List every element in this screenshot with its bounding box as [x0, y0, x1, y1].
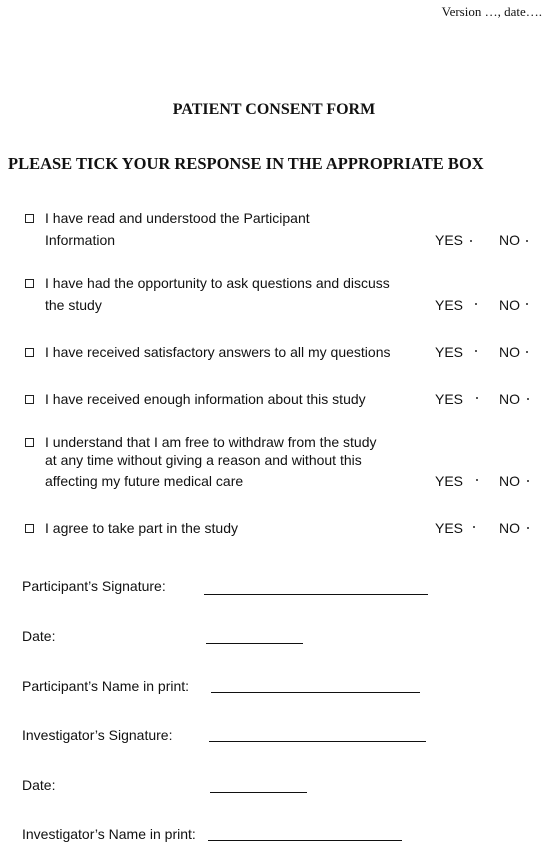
investigator-date-label: Date:: [22, 777, 56, 793]
participant-date-label: Date:: [22, 628, 56, 644]
checkbox[interactable]: [25, 438, 34, 447]
participant-signature-label: Participant’s Signature:: [22, 578, 166, 594]
yes-option[interactable]: YES: [435, 232, 464, 248]
investigator-signature-label: Investigator’s Signature:: [22, 727, 173, 743]
no-dot-icon: [527, 480, 529, 482]
consent-item-agree-to-take-part: [0, 518, 548, 578]
statement-line: I agree to take part in the study: [45, 520, 239, 536]
investigator-signature-line[interactable]: [209, 741, 426, 742]
no-dot-icon: [526, 240, 528, 242]
yes-option[interactable]: YES: [435, 391, 464, 407]
yes-dot-icon: [476, 397, 478, 399]
yes-dot-icon: [475, 350, 477, 352]
statement-line: I understand that I am free to withdraw from the study: [45, 434, 377, 450]
participant-date-line[interactable]: [206, 643, 303, 644]
statement-line: the study: [45, 297, 102, 313]
checkbox[interactable]: [25, 348, 34, 357]
statement-line: I have read and understood the Participant: [45, 210, 310, 226]
no-option[interactable]: NO: [499, 520, 520, 536]
yes-dot-icon: [470, 240, 472, 242]
investigator-name-label: Investigator’s Name in print:: [22, 826, 196, 842]
no-option[interactable]: NO: [499, 473, 520, 489]
yes-option[interactable]: YES: [435, 344, 464, 360]
checkbox[interactable]: [25, 524, 34, 533]
consent-item-ask-questions: [0, 273, 548, 333]
statement-line: I have had the opportunity to ask questions and discuss: [45, 275, 390, 291]
checkbox[interactable]: [25, 279, 34, 288]
yes-dot-icon: [475, 303, 477, 305]
consent-item-read-information: [0, 208, 548, 268]
checkbox[interactable]: [25, 395, 34, 404]
yes-option[interactable]: YES: [435, 473, 464, 489]
form-instruction: PLEASE TICK YOUR RESPONSE IN THE APPROPRIATE BOX: [8, 154, 484, 173]
no-option[interactable]: NO: [499, 297, 520, 313]
statement-line: affecting my future medical care: [45, 473, 244, 489]
no-dot-icon: [527, 398, 529, 400]
statement-line: I have received satisfactory answers to all my questions: [45, 344, 391, 360]
version-date-header: Version …, date….: [441, 4, 542, 19]
no-option[interactable]: NO: [499, 344, 520, 360]
statement-line: at any time without giving a reason and without this: [45, 452, 362, 468]
participant-signature-line[interactable]: [204, 594, 428, 595]
yes-option[interactable]: YES: [435, 520, 464, 536]
form-title: PATIENT CONSENT FORM: [172, 101, 376, 118]
no-option[interactable]: NO: [499, 232, 520, 248]
statement-line: Information: [45, 232, 116, 248]
no-dot-icon: [527, 527, 529, 529]
no-dot-icon: [526, 303, 528, 305]
participant-name-label: Participant’s Name in print:: [22, 678, 190, 694]
participant-name-line[interactable]: [211, 692, 420, 693]
yes-dot-icon: [473, 526, 475, 528]
no-option[interactable]: NO: [499, 391, 520, 407]
yes-option[interactable]: YES: [435, 297, 464, 313]
consent-item-free-to-withdraw: [0, 432, 548, 502]
investigator-name-line[interactable]: [208, 840, 402, 841]
yes-dot-icon: [476, 479, 478, 481]
investigator-date-line[interactable]: [210, 792, 307, 793]
no-dot-icon: [526, 351, 528, 353]
statement-line: I have received enough information about this study: [45, 391, 366, 407]
checkbox[interactable]: [25, 214, 34, 223]
